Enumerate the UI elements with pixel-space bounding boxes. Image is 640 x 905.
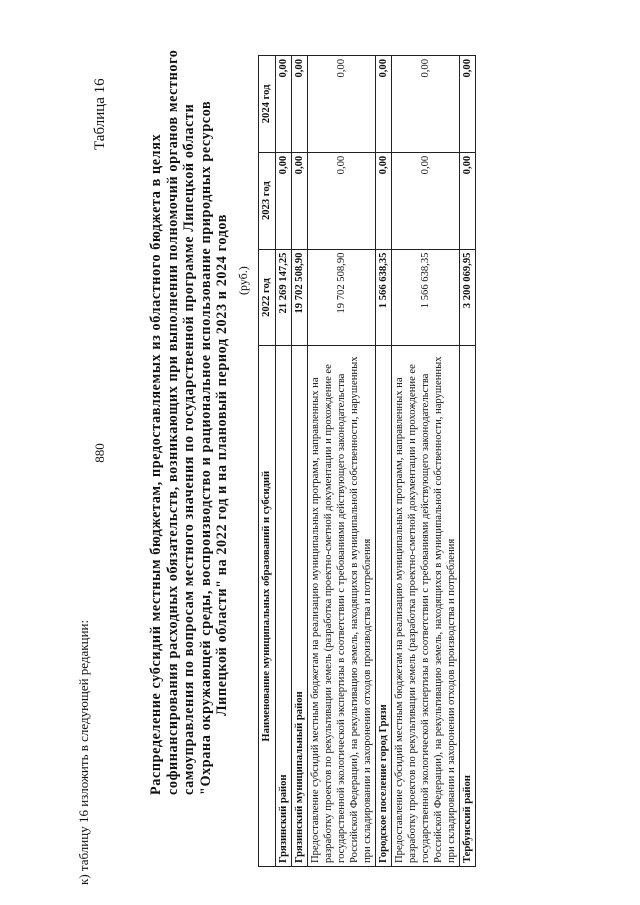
table-row: [376, 56, 392, 867]
table-row: [460, 56, 476, 867]
row-name: Предоставление субсидий местным бюджетам на реализацию муниципальных программ, направленных на разработку проектов по рекультивации земель (разработка проектно-сметной документации и прохождение ее государственной экологической экспертизы в соответствии с требованиями действующего законодательства Российской Федерации), на рекультивацию земель, находящихся в муниципальной собственности, нарушенных при складировании и захоронении отходов производства и потребления: [392, 346, 460, 867]
row-2023: 0,00: [308, 152, 376, 249]
row-2023: 0,00: [276, 152, 292, 249]
table-row: [308, 56, 376, 867]
row-2024: 0,00: [308, 56, 376, 153]
row-2024: 0,00: [376, 56, 392, 153]
row-2022: 19 702 508,90: [292, 249, 308, 346]
row-2023: 0,00: [376, 152, 392, 249]
row-name: Грязинский район: [276, 346, 292, 867]
page-number: 880: [92, 443, 107, 463]
title-line: софинансирования расходных обязательств, возникающих при выполнении полномочий органов местного: [164, 49, 181, 795]
row-2022: 1 566 638,35: [392, 249, 460, 346]
row-2022: 19 702 508,90: [308, 249, 376, 346]
row-2022: 1 566 638,35: [376, 249, 392, 346]
title-line: "Охрана окружающей среды, воспроизводство и рациональное использование природных ресурсов: [197, 100, 214, 795]
unit-label: (руб.): [236, 266, 250, 295]
header-2024: 2024 год: [259, 56, 276, 153]
header-2022: 2022 год: [259, 249, 276, 346]
table-header-row: [259, 56, 276, 867]
table-row: [276, 56, 292, 867]
row-2022: 21 269 147,25: [276, 249, 292, 346]
title-line: самоуправления по вопросам местного значения по государственной программе Липецкой области: [181, 103, 197, 795]
row-2024: 0,00: [276, 56, 292, 153]
table-row: [292, 56, 308, 867]
row-name: Грязинский муниципальный район: [292, 346, 308, 867]
row-2024: 0,00: [460, 56, 476, 153]
table-title: [148, 49, 231, 795]
row-2023: 0,00: [392, 152, 460, 249]
header-2023: 2023 год: [259, 152, 276, 249]
row-2023: 0,00: [460, 152, 476, 249]
subsidy-table: [258, 55, 476, 867]
title-line: Липецкой области" на 2022 год и на плановый период 2023 и 2024 годов: [214, 214, 230, 716]
row-2024: 0,00: [392, 56, 460, 153]
row-name: Городское поселение город Грязи: [376, 346, 392, 867]
header-name: Наименование муниципальных образований и субсидий: [259, 346, 276, 867]
row-2023: 0,00: [292, 152, 308, 249]
intro-text: к) таблицу 16 изложить в следующей редакции:: [76, 619, 91, 885]
table-label: Таблица 16: [92, 78, 108, 150]
table-row: [392, 56, 460, 867]
title-line: Распределение субсидий местным бюджетам, предоставляемых из областного бюджета в целях: [148, 133, 164, 795]
row-name: Тербунский район: [460, 346, 476, 867]
row-name: Предоставление субсидий местным бюджетам на реализацию муниципальных программ, направленных на разработку проектов по рекультивации земель (разработка проектно-сметной документации и прохождение ее государственной экологической экспертизы в соответствии с требованиями действующего законодательства Российской Федерации), на рекультивацию земель, находящихся в муниципальной собственности, нарушенных при складировании и захоронении отходов производства и потребления: [308, 346, 376, 867]
row-2022: 3 200 069,95: [460, 249, 476, 346]
row-2024: 0,00: [292, 56, 308, 153]
